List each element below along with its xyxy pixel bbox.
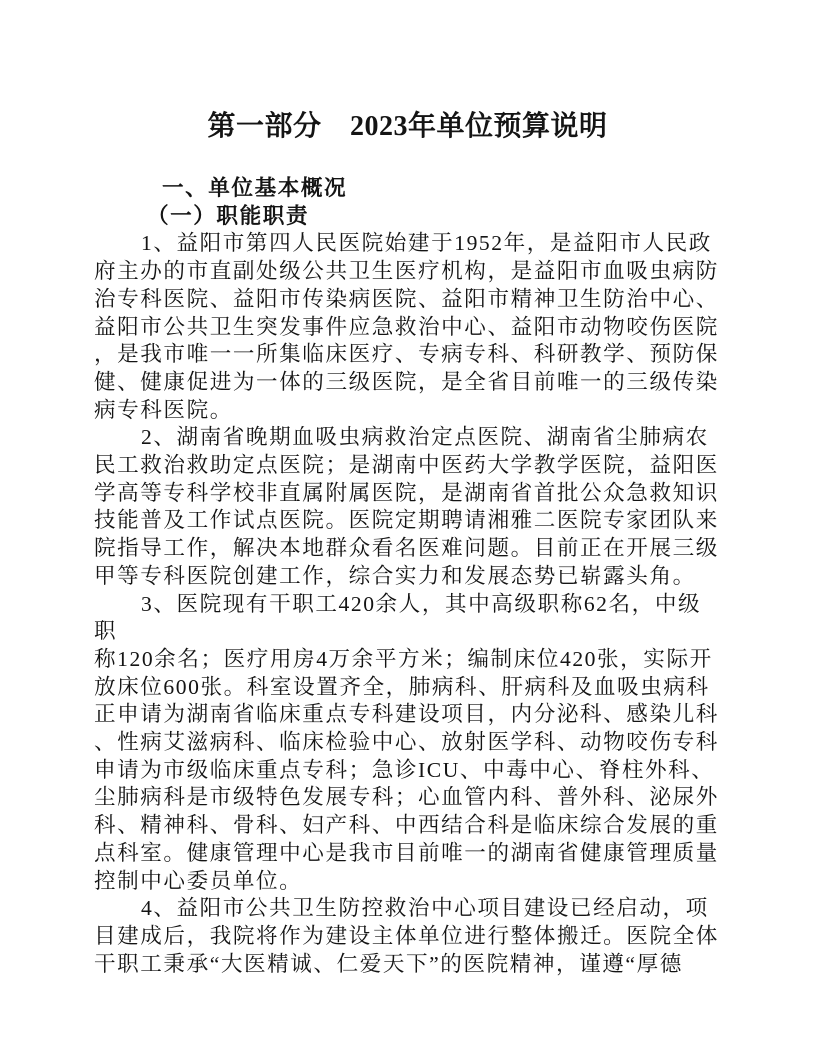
section-heading: 一、单位基本概况 <box>162 176 348 200</box>
paragraph-2: 2、湖南省晚期血吸虫病救治定点医院、湖南省尘肺病农 民工救治救助定点医院；是湖南中医药大学教学医院，益阳医 学高等专科学校非直属附属医院，是湖南省首批公众急救知识 技能普及工作试点医院。医院定期聘请湘雅二医院专家团队来 院指导工作，解决本地群众看名医难问题。目前正在开展三级 甲等专科医院创建工作，综合实力和发展态势已崭露头角。 <box>94 425 719 588</box>
paragraph-4: 4、益阳市公共卫生防控救治中心项目建设已经启动，项 目建成后，我院将作为建设主体单位进行整体搬迁。医院全体 干职工秉承“大医精诚、仁爱天下”的医院精神，谨遵“厚德 <box>94 896 719 976</box>
page-title: 第一部分 2023年单位预算说明 <box>207 111 608 142</box>
paragraph-1: 1、益阳市第四人民医院始建于1952年，是益阳市人民政 府主办的市直副处级公共卫生医疗机构，是益阳市血吸虫病防 治专科医院、益阳市传染病医院、益阳市精神卫生防治中心、 益阳市公共卫生突发事件应急救治中心、益阳市动物咬伤医院 ，是我市唯一一所集临床医疗、专病专科、科研教学、预防保 健、健康促进为一体的三级医院，是全省目前唯一的三级传染 病专科医院。 <box>94 231 719 422</box>
subsection-heading: （一）职能职责 <box>147 203 310 228</box>
paragraph-3: 3、医院现有干职工420余人，其中高级职称62名，中级职 称120余名；医疗用房4万余平方米；编制床位420张，实际开 放床位600张。科室设置齐全，肺病科、肝病科及血吸虫病科 正申请为湖南省临床重点专科建设项目，内分泌科、感染儿科 、性病艾滋病科、临床检验中心、放射医学科、动物咬伤专科 申请为市级临床重点专科；急诊ICU、中毒中心、脊柱外科、 尘肺病科是市级特色发展专科；心血管内科、普外科、泌尿外 科、精神科、骨科、妇产科、中西结合科是临床综合发展的重 点科室。健康管理中心是我市目前唯一的湖南省健康管理质量 控制中心委员单位。 <box>94 591 719 893</box>
